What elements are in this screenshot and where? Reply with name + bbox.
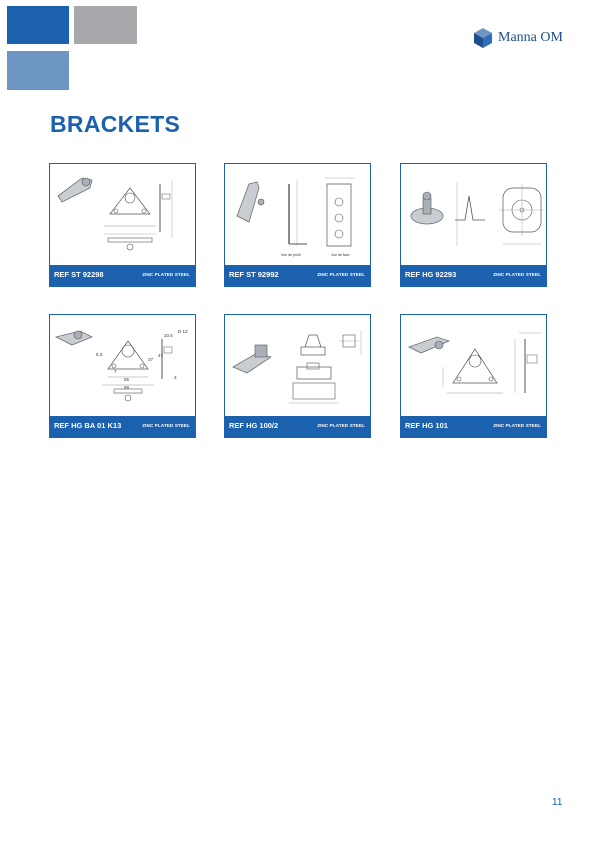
dim-label: 47	[158, 353, 164, 358]
bracket-drawing	[52, 317, 193, 412]
page-title: BRACKETS	[50, 111, 181, 137]
product-label-bar	[401, 265, 546, 286]
product-label-bar	[50, 265, 195, 286]
product-card-hg-100-2[interactable]	[224, 314, 371, 438]
bracket-drawing	[227, 317, 368, 412]
product-ref: REF HG 101	[405, 421, 448, 430]
product-label-bar	[401, 416, 546, 437]
bracket-drawing	[52, 166, 193, 261]
dim-label: 5.3	[96, 352, 103, 357]
page-number: 11	[552, 797, 563, 808]
product-ref: REF ST 92992	[229, 270, 279, 279]
product-material: ZINC PLATED STEEL	[142, 272, 190, 277]
bracket-drawing	[403, 317, 544, 412]
product-card-hg-101[interactable]	[400, 314, 547, 438]
side-view-label: Vue de profil	[281, 253, 301, 257]
product-card-st-92298[interactable]	[49, 163, 196, 287]
product-label-bar	[225, 416, 370, 437]
product-material: ZINC PLATED STEEL	[493, 272, 541, 277]
product-ref: REF HG 100/2	[229, 421, 279, 430]
product-label-bar	[225, 265, 370, 286]
brand-name: Manna OM	[498, 30, 563, 45]
product-ref: REF ST 92298	[54, 270, 104, 279]
bracket-drawing	[227, 166, 368, 261]
bracket-drawing	[403, 166, 544, 261]
product-material: ZINC PLATED STEEL	[317, 272, 365, 277]
product-ref: REF HG 92293	[405, 270, 457, 279]
product-material: ZINC PLATED STEEL	[493, 423, 541, 428]
product-card-st-92992[interactable]	[224, 163, 371, 287]
product-card-hg-92293[interactable]	[400, 163, 547, 287]
dim-label: 37	[148, 357, 154, 362]
front-view-label: Vue de face	[331, 253, 350, 257]
dim-label: 55	[124, 377, 130, 382]
dim-label: 3	[174, 375, 177, 380]
product-ref: REF HG BA 01 K13	[54, 421, 122, 430]
dim-label: 69	[124, 385, 130, 390]
dim-label: 7	[114, 369, 117, 374]
product-material: ZINC PLATED STEEL	[142, 423, 190, 428]
product-card-hg-ba-01-k13[interactable]	[49, 314, 196, 438]
product-material: ZINC PLATED STEEL	[317, 423, 365, 428]
dim-label: 10.5	[164, 333, 173, 338]
dim-label: D 13	[178, 329, 188, 334]
product-label-bar	[50, 416, 195, 437]
